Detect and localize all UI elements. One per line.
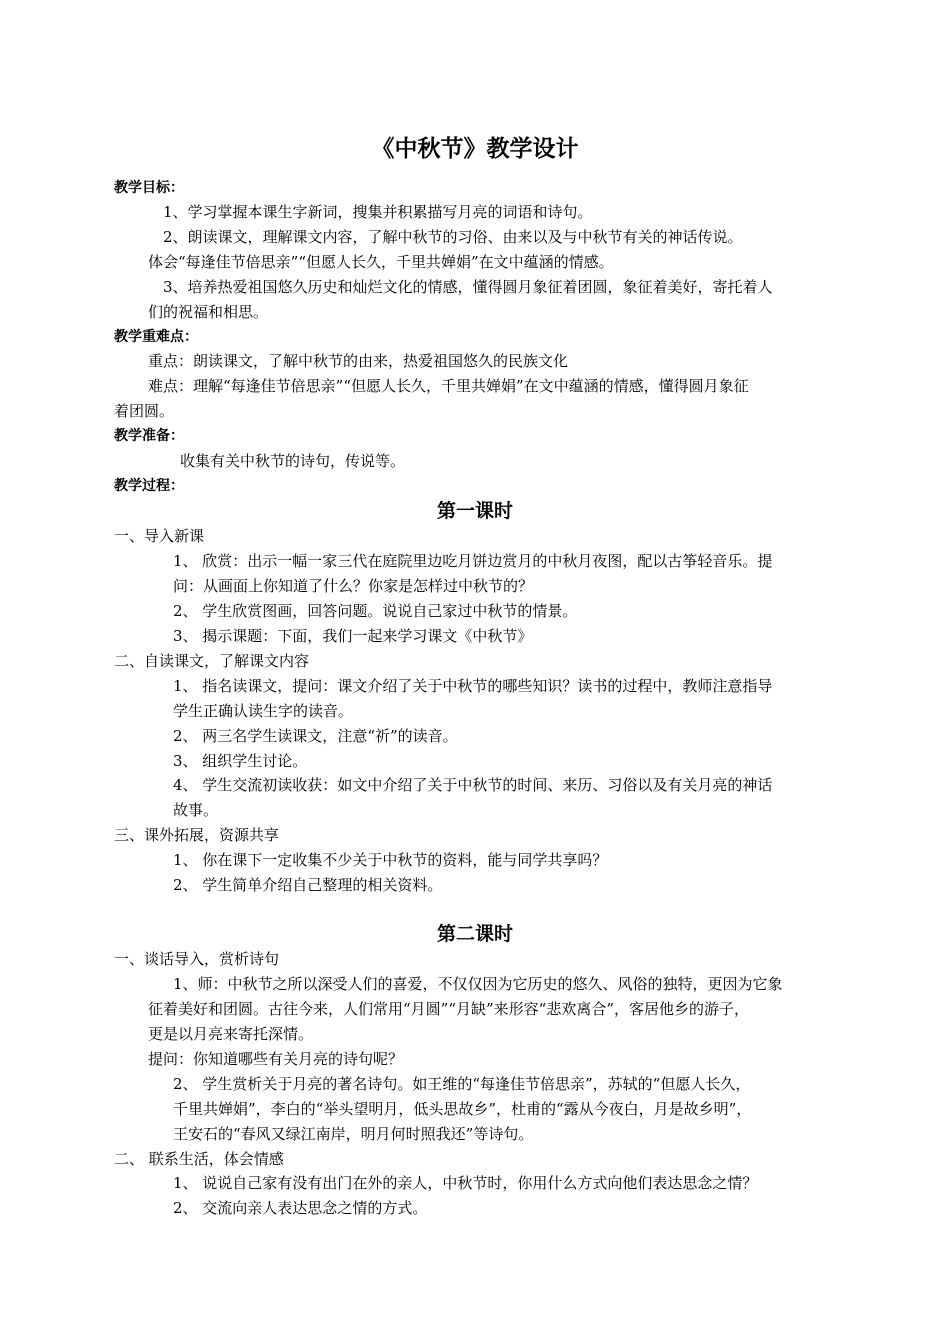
l2-section-2-heading: 二、 联系生活，体会情感 xyxy=(114,1150,284,1168)
goal-2: 2、朗读课文，理解课文内容，了解中秋节的习俗、由来以及与中秋节有关的神话传说。 xyxy=(163,228,743,246)
prep-heading: 教学准备： xyxy=(114,428,184,444)
l1-s2-item-4: 4、 学生交流初读收获：如文中介绍了关于中秋节的时间、来历、习俗以及有关月亮的神话 xyxy=(173,776,773,794)
l1-s2-item-1-cont: 学生正确认读生字的读音。 xyxy=(173,702,354,720)
l1-s2-item-2: 2、 两三名学生读课文，注意“祈”的读音。 xyxy=(173,727,458,745)
l2-section-1-heading: 一、谈话导入，赏析诗句 xyxy=(114,950,280,968)
goals-heading: 教学目标： xyxy=(114,180,184,196)
l1-section-3-heading: 三、课外拓展，资源共享 xyxy=(114,826,280,844)
l1-s2-item-1: 1、 指名读课文，提问：课文介绍了关于中秋节的哪些知识？读书的过程中，教师注意指导 xyxy=(173,677,773,695)
l2-s1-item-2: 2、 学生赏析关于月亮的著名诗句。如王维的“每逢佳节倍思亲”，苏轼的“但愿人长久， xyxy=(173,1075,751,1093)
key-difficulty: 难点：理解“每逢佳节倍思亲”“但愿人长久，千里共婵娟”在文中蕴涵的情感，懂得圆月象征 xyxy=(148,377,749,395)
key-heading: 教学重难点： xyxy=(114,329,198,345)
l2-s1-question: 提问：你知道哪些有关月亮的诗句呢？ xyxy=(148,1050,404,1068)
l2-s2-item-1: 1、 说说自己家有没有出门在外的亲人，中秋节时，你用什么方式向他们表达思念之情？ xyxy=(173,1174,758,1192)
process-heading: 教学过程： xyxy=(114,478,184,494)
l1-s2-item-3: 3、 组织学生讨论。 xyxy=(173,752,308,770)
l1-s1-item-3: 3、 揭示课题：下面，我们一起来学习课文《中秋节》 xyxy=(173,627,533,645)
l2-s1-item-2-cont-2: 王安石的“春风又绿江南岸，明月何时照我还”等诗句。 xyxy=(173,1125,534,1143)
key-difficulty-cont: 着团圆。 xyxy=(114,402,175,420)
l1-s1-item-1-cont: 问：从画面上你知道了什么？你家是怎样过中秋节的？ xyxy=(173,577,534,595)
l1-s2-item-4-cont: 故事。 xyxy=(173,801,219,819)
l1-s1-item-2: 2、 学生欣赏图画，回答问题。说说自己家过中秋节的情景。 xyxy=(173,602,578,620)
goal-3-cont: 们的祝福和相思。 xyxy=(148,303,269,321)
goal-3: 3、培养热爱祖国悠久历史和灿烂文化的情感，懂得圆月象征着团圆，象征着美好，寄托着人 xyxy=(163,278,773,296)
l1-section-1-heading: 一、导入新课 xyxy=(114,527,205,545)
l1-s3-item-2: 2、 学生简单介绍自己整理的相关资料。 xyxy=(173,876,443,894)
lesson-2-title: 第二课时 xyxy=(436,923,513,945)
l2-s2-item-2: 2、 交流向亲人表达思念之情的方式。 xyxy=(173,1199,428,1217)
lesson-1-title: 第一课时 xyxy=(436,500,513,522)
prep-text: 收集有关中秋节的诗句，传说等。 xyxy=(180,452,406,470)
goal-1: 1、学习掌握本课生字新词，搜集并积累描写月亮的词语和诗句。 xyxy=(163,203,593,221)
document-title: 《中秋节》教学设计 xyxy=(371,136,579,162)
l1-s1-item-1: 1、 欣赏：出示一幅一家三代在庭院里边吃月饼边赏月的中秋月夜图，配以古筝轻音乐。提 xyxy=(173,552,773,570)
l1-section-2-heading: 二、自读课文，了解课文内容 xyxy=(114,652,310,670)
l2-s1-item-1-cont-2: 更是以月亮来寄托深情。 xyxy=(148,1025,314,1043)
l2-s1-item-1: 1、师：中秋节之所以深受人们的喜爱，不仅仅因为它历史的悠久、风俗的独特，更因为它象 xyxy=(173,975,783,993)
l2-s1-item-2-cont-1: 千里共婵娟”，李白的“举头望明月，低头思故乡”，杜甫的“露从今夜白，月是故乡明”， xyxy=(173,1100,752,1118)
goal-2-cont: 体会“每逢佳节倍思亲”“但愿人长久，千里共婵娟”在文中蕴涵的情感。 xyxy=(148,253,614,271)
l1-s3-item-1: 1、 你在课下一定收集不少关于中秋节的资料，能与同学共享吗？ xyxy=(173,851,608,869)
l2-s1-item-1-cont-1: 征着美好和团圆。古往今来，人们常用“月圆”“月缺”来形容“悲欢离合”，客居他乡的游子， xyxy=(148,1000,750,1018)
key-focus: 重点：朗读课文，了解中秋节的由来，热爱祖国悠久的民族文化 xyxy=(148,352,569,370)
